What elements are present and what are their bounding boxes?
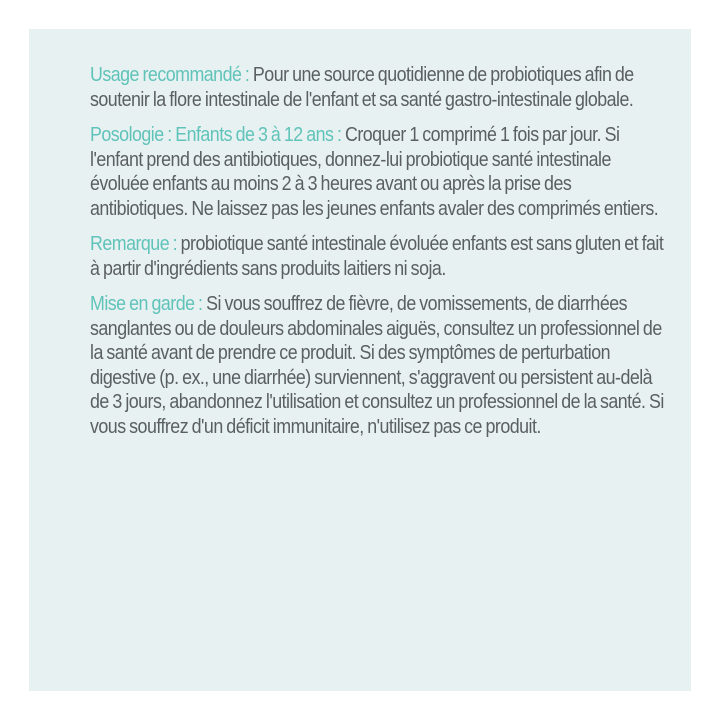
note-label: Remarque : xyxy=(90,232,178,255)
dosage-text: Croquer 1 comprimé 1 fois par jour. Si l'enfant prend des antibiotiques, donnez-lui probiotique santé intestinale évoluée enfants au moins 2 à 3 heures avant ou après la prise des antibiotiques. Ne laissez pas les jeunes enfants avaler des comprimés entiers. xyxy=(90,123,659,220)
note-section xyxy=(90,232,664,281)
warning-label: Mise en garde : xyxy=(90,292,203,315)
warning-section xyxy=(90,292,664,439)
usage-label: Usage recommandé : xyxy=(90,63,250,86)
usage-text: Pour une source quotidienne de probiotiques afin de soutenir la flore intestinale de l'enfant et sa santé gastro-intestinale globale. xyxy=(90,63,634,111)
warning-text: Si vous souffrez de fièvre, de vomissements, de diarrhées sanglantes ou de douleurs abdominales aiguës, consultez un professionnel de la santé avant de prendre ce produit. Si des symptômes de perturbation digestive (p. ex., une diarrhée) surviennent, s'aggravent ou persistent au-delà de 3 jours, abandonnez l'utilisation et consultez un professionnel de la santé. Si vous souffrez d'un déficit immunitaire, n'utilisez pas ce produit. xyxy=(90,292,664,438)
dosage-section xyxy=(90,123,664,221)
note-text: probiotique santé intestinale évoluée enfants est sans gluten et fait à partir d'ingrédients sans produits laitiers ni soja. xyxy=(90,232,664,280)
product-info-panel xyxy=(29,29,691,691)
dosage-label: Posologie : Enfants de 3 à 12 ans : xyxy=(90,123,342,146)
usage-section xyxy=(90,63,664,112)
